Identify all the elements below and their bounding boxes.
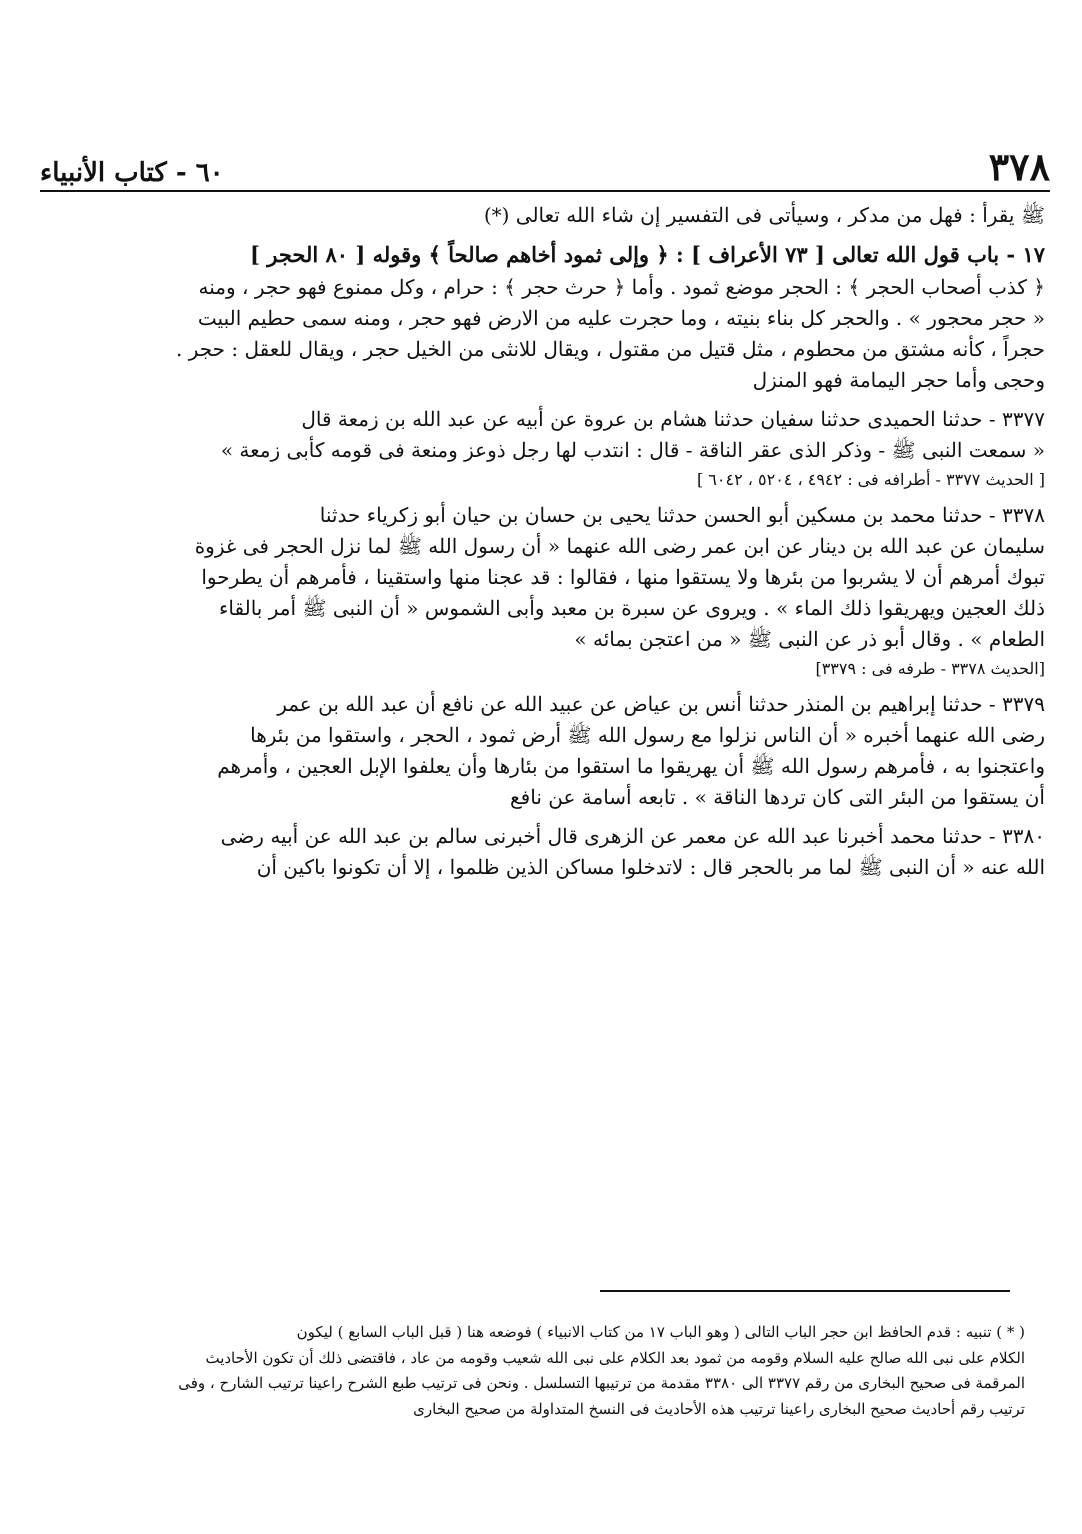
hadith-line: ذلك العجين ويهريقوا ذلك الماء » . ويروى عن سبرة بن معبد وأبى الشموس « أن النبى ﷺ أمر بالقاء xyxy=(218,595,1045,620)
hadith-line: تبوك أمرهم أن لا يشربوا من بئرها ولا يستقوا منها ، فقالوا : قد عجنا منها واستقينا ، فأمرهم أن يطرحوا xyxy=(201,564,1045,589)
hadith-line: أن يستقوا من البئر التى كان تردها الناقة » . تابعه أسامة عن نافع xyxy=(510,784,1045,809)
hadith-line: ٣٣٨٠ - حدثنا محمد أخبرنا عبد الله عن معمر عن الزهرى قال أخبرنى سالم بن عبد الله عن أبيه رضى xyxy=(220,823,1045,848)
hadith-line: « سمعت النبى ﷺ - وذكر الذى عقر الناقة - قال : انتدب لها رجل ذوعز ومنعة فى قومه كأبى زمعة » xyxy=(220,437,1045,462)
footnote-rule xyxy=(600,1290,1010,1292)
bab-line: وحجى وأما حجر اليمامة فهو المنزل xyxy=(752,367,1045,392)
hadith-3380 xyxy=(50,821,1045,883)
hadith-line: واعتجنوا به ، فأمرهم رسول الله ﷺ أن يهريقوا ما استقوا من بئارها وأن يعلفوا الإبل العجين ، وأمرهم xyxy=(217,753,1045,778)
hadith-line: الله عنه « أن النبى ﷺ لما مر بالحجر قال : لاتدخلوا مساكن الذين ظلموا ، إلا أن تكونوا باكين أن xyxy=(256,854,1045,879)
footnote-line: ( * ) تنبيه : قدم الحافظ ابن حجر الباب التالى ( وهو الباب ١٧ من كتاب الانبياء ) فوضعه هنا ( قبل الباب السابع ) ليكون xyxy=(296,1323,1025,1341)
hadith-line: ٣٣٧٧ - حدثنا الحميدى حدثنا سفيان حدثنا هشام بن عروة عن أبيه عن عبد الله بن زمعة قال xyxy=(301,406,1045,431)
hadith-3377 xyxy=(50,404,1045,492)
footnote-line: الكلام على نبى الله صالح عليه السلام وقومه من ثمود بعد الكلام على نبى الله شعيب وقومه من عاد ، فاقتضى ذلك أن تكون الأحاديث xyxy=(205,1348,1025,1367)
bab-heading: ١٧ - باب قول الله تعالى [ ٧٣ الأعراف ] : ﴿ وإلى ثمود أخاهم صالحاً ﴾ وقوله [ ٨٠ الحجر ] xyxy=(250,242,1045,267)
hadith-reference: [ الحديث ٣٣٧٧ - أطرافه فى : ٤٩٤٢ ، ٥٢٠٤ ، ٦٠٤٢ ] xyxy=(696,469,1045,489)
header-rule xyxy=(40,190,1050,192)
footnote-line: المرقمة فى صحيح البخارى من رقم ٣٣٧٧ الى ٣٣٨٠ مقدمة من ترتيبها التسلسل . ونحن فى ترتيب طبع الشرح راعينا ترتيب الشارح ، وفى xyxy=(178,1374,1025,1392)
hadith-3378 xyxy=(50,500,1045,681)
bab-17 xyxy=(50,239,1045,396)
hadith-3379 xyxy=(50,689,1045,813)
page-number: ٣٧٨ xyxy=(988,144,1050,189)
bab-line: حجراً ، كأنه مشتق من محطوم ، مثل قتيل من مقتول ، ويقال للانثى من الخيل حجر ، ويقال للعقل : حجر . xyxy=(176,336,1045,361)
hadith-line: ٣٣٧٩ - حدثنا إبراهيم بن المنذر حدثنا أنس بن عياض عن عبيد الله عن نافع أن عبد الله بن عمر xyxy=(277,691,1045,716)
hadith-line: الطعام » . وقال أبو ذر عن النبى ﷺ « من اعتجن بمائه » xyxy=(574,626,1045,651)
book-title: ٦٠ - كتاب الأنبياء xyxy=(40,158,224,188)
hadith-line: سليمان عن عبد الله بن دينار عن ابن عمر رضى الله عنهما « أن رسول الله ﷺ لما نزل الحجر فى غزوة xyxy=(194,533,1045,558)
bab-line: ﴿ كذب أصحاب الحجر ﴾ : الحجر موضع ثمود . وأما ﴿ حرث حجر ﴾ : حرام ، وكل ممنوع فهو حجر ، ومنه xyxy=(198,274,1045,299)
hadith-reference: [الحديث ٣٣٧٨ - طرفه فى : ٣٣٧٩] xyxy=(815,658,1045,678)
bab-line: « حجر محجور » . والحجر كل بناء بنيته ، وما حجرت عليه من الارض فهو حجر ، ومنه سمى حطيم البيت xyxy=(197,305,1045,330)
hadith-line: رضى الله عنهما أخبره « أن الناس نزلوا مع رسول الله ﷺ أرض ثمود ، الحجر ، واستقوا من بئرها xyxy=(250,722,1045,747)
intro-line: ﷺ يقرأ : فهل من مدكر ، وسيأتى فى التفسير إن شاء الله تعالى (*) xyxy=(483,203,1045,227)
hadith-line: ٣٣٧٨ - حدثنا محمد بن مسكين أبو الحسن حدثنا يحيى بن حسان بن حيان أبو زكرياء حدثنا xyxy=(319,502,1045,527)
page-header xyxy=(40,140,1050,189)
main-text xyxy=(50,200,1045,891)
footnote-line: ترتيب رقم أحاديث صحيح البخارى راعينا ترتيب هذه الأحاديث فى النسخ المتداولة من صحيح البخارى xyxy=(413,1399,1025,1418)
footnote xyxy=(50,1320,1025,1422)
